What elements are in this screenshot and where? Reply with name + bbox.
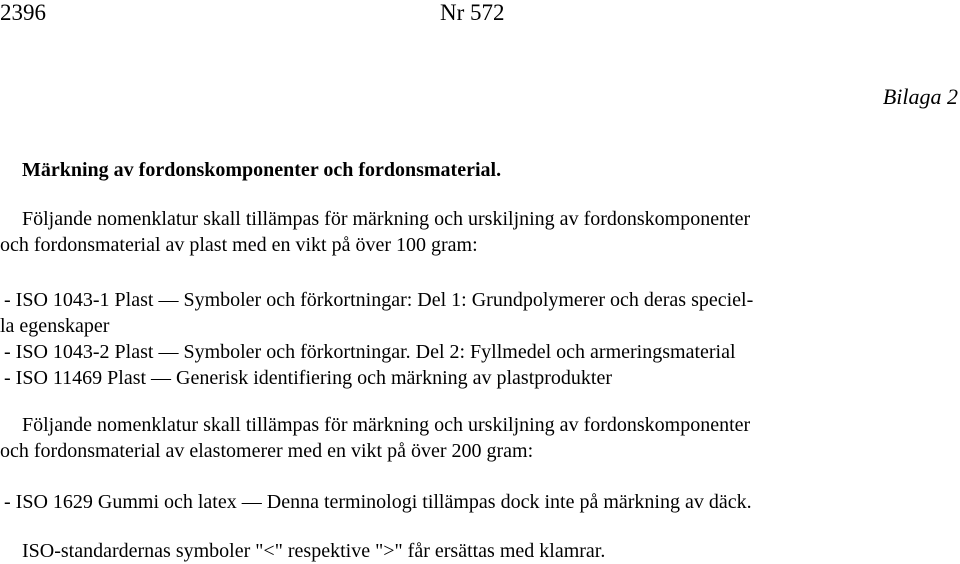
plastics-section [0,206,960,258]
list-item-continuation: la egenskaper [0,315,110,337]
plastics-intro-line-2: och fordonsmaterial av plast med en vikt på över 100 gram: [0,234,478,256]
document-title: Märkning av fordonskomponenter och fordonsmaterial. [22,159,502,181]
footnote-text: ISO-standardernas symboler "<" respektive ">" får ersättas med klamrar. [22,540,606,562]
annex-label: Bilaga 2 [882,84,958,109]
footnote [0,538,960,564]
list-item: - ISO 1043-2 Plast — Symboler och förkortningar. Del 2: Fyllmedel och armeringsmaterial [4,341,736,363]
list-item: - ISO 1629 Gummi och latex — Denna terminologi tillämpas dock inte på märkning av däck. [4,491,752,513]
plastics-intro-line-1: Följande nomenklatur skall tillämpas för märkning och urskiljning av fordonskomponenter [22,208,751,230]
elastomers-intro-line-1: Följande nomenklatur skall tillämpas för märkning och urskiljning av fordonskomponenter [22,414,751,436]
page-number: 2396 [0,0,46,25]
elastomers-standards-list [0,489,960,515]
list-item: - ISO 1043-1 Plast — Symboler och förkortningar: Del 1: Grundpolymerer och deras speciel- [4,289,754,311]
issue-number: Nr 572 [440,0,505,25]
list-item: - ISO 11469 Plast — Generisk identifiering och märkning av plastprodukter [4,367,613,389]
elastomers-section [0,412,960,464]
elastomers-intro-line-2: och fordonsmaterial av elastomerer med en vikt på över 200 gram: [0,440,534,462]
plastics-standards-list [0,287,960,391]
